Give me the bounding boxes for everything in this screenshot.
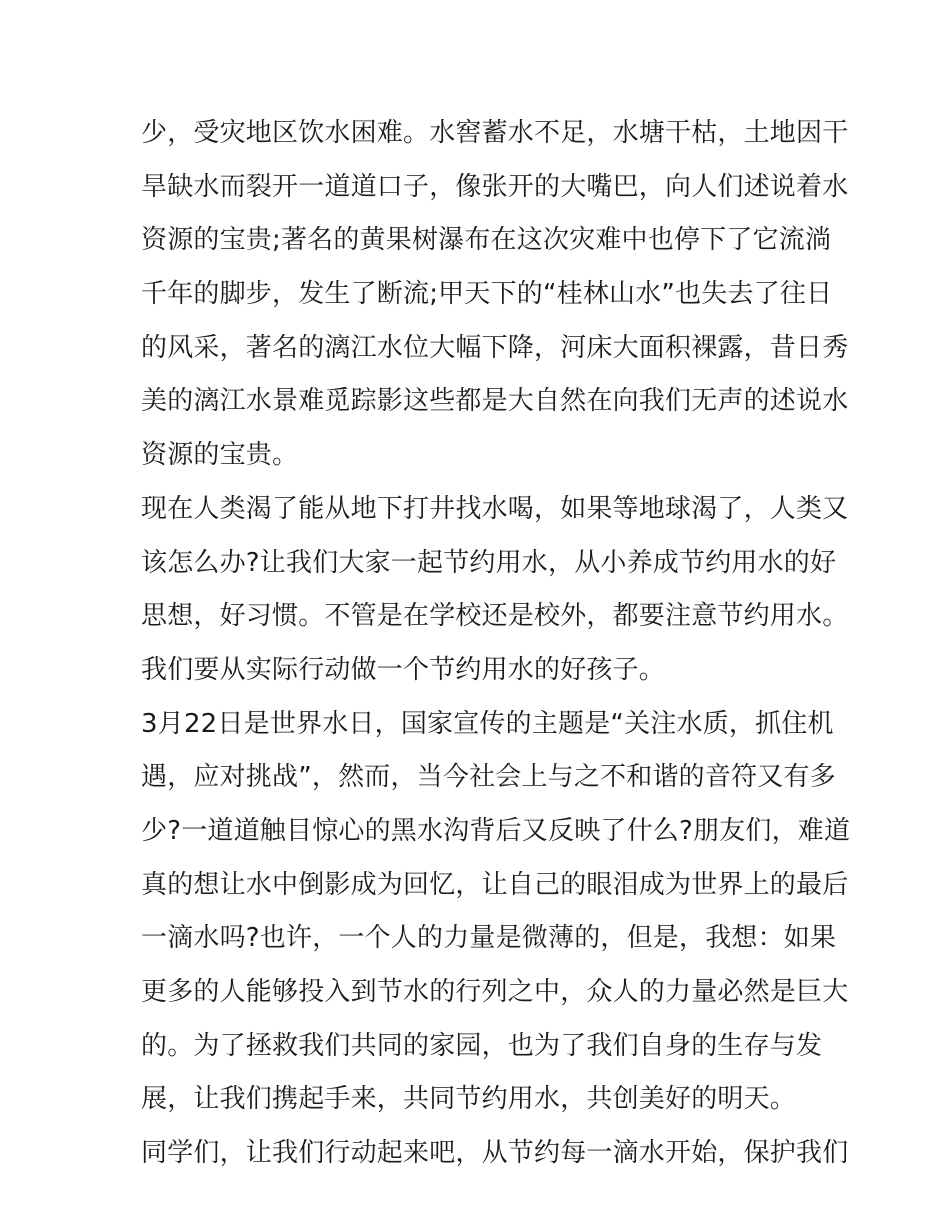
text-line: 一滴水吗?也许，一个人的力量是微薄的，但是，我想：如果 bbox=[141, 923, 837, 954]
text-line: 展，让我们携起手来，共同节约用水，共创美好的明天。 bbox=[141, 1084, 797, 1115]
text-line: 美的漓江水景难觅踪影这些都是大自然在向我们无声的述说水 bbox=[141, 386, 849, 417]
text-line: 我们要从实际行动做一个节约用水的好孩子。 bbox=[141, 654, 666, 685]
body-text bbox=[141, 107, 851, 1181]
text-line: 真的想让水中倒影成为回忆，让自己的眼泪成为世界上的最后 bbox=[141, 869, 849, 900]
text-line: 少?一道道触目惊心的黑水沟背后又反映了什么?朋友们，难道 bbox=[141, 815, 851, 846]
text-line: 少，受灾地区饮水困难。水窖蓄水不足，水塘干枯，土地因干 bbox=[141, 118, 849, 148]
text-line: 资源的宝贵。 bbox=[141, 440, 299, 471]
text-line: 千年的脚步，发生了断流;甲天下的“桂林山水”也失去了往日 bbox=[141, 279, 833, 310]
text-line: 遇，应对挑战”，然而，当今社会上与之不和谐的音符又有多 bbox=[141, 762, 836, 793]
text-line: 同学们，让我们行动起来吧，从节约每一滴水开始，保护我们 bbox=[141, 1138, 849, 1169]
text-line: 思想，好习惯。不管是在学校还是校外，都要注意节约用水。 bbox=[141, 601, 849, 632]
text-line: 更多的人能够投入到节水的行列之中，众人的力量必然是巨大 bbox=[141, 977, 849, 1007]
text-line: 的。为了拯救我们共同的家园，也为了我们自身的生存与发 bbox=[141, 1030, 823, 1061]
text-line: 现在人类渴了能从地下打井找水喝，如果等地球渴了，人类又 bbox=[141, 493, 849, 524]
text-line: 的风采，著名的漓江水位大幅下降，河床大面积裸露，昔日秀 bbox=[141, 332, 849, 363]
text-line: 3月22日是世界水日，国家宣传的主题是“关注水质，抓住机 bbox=[141, 708, 834, 739]
text-line: 旱缺水而裂开一道道口子，像张开的大嘴巴，向人们述说着水 bbox=[141, 171, 849, 202]
text-line: 该怎么办?让我们大家一起节约用水，从小养成节约用水的好 bbox=[141, 547, 837, 578]
text-line: 资源的宝贵;著名的黄果树瀑布在这次灾难中也停下了它流淌 bbox=[141, 225, 832, 256]
